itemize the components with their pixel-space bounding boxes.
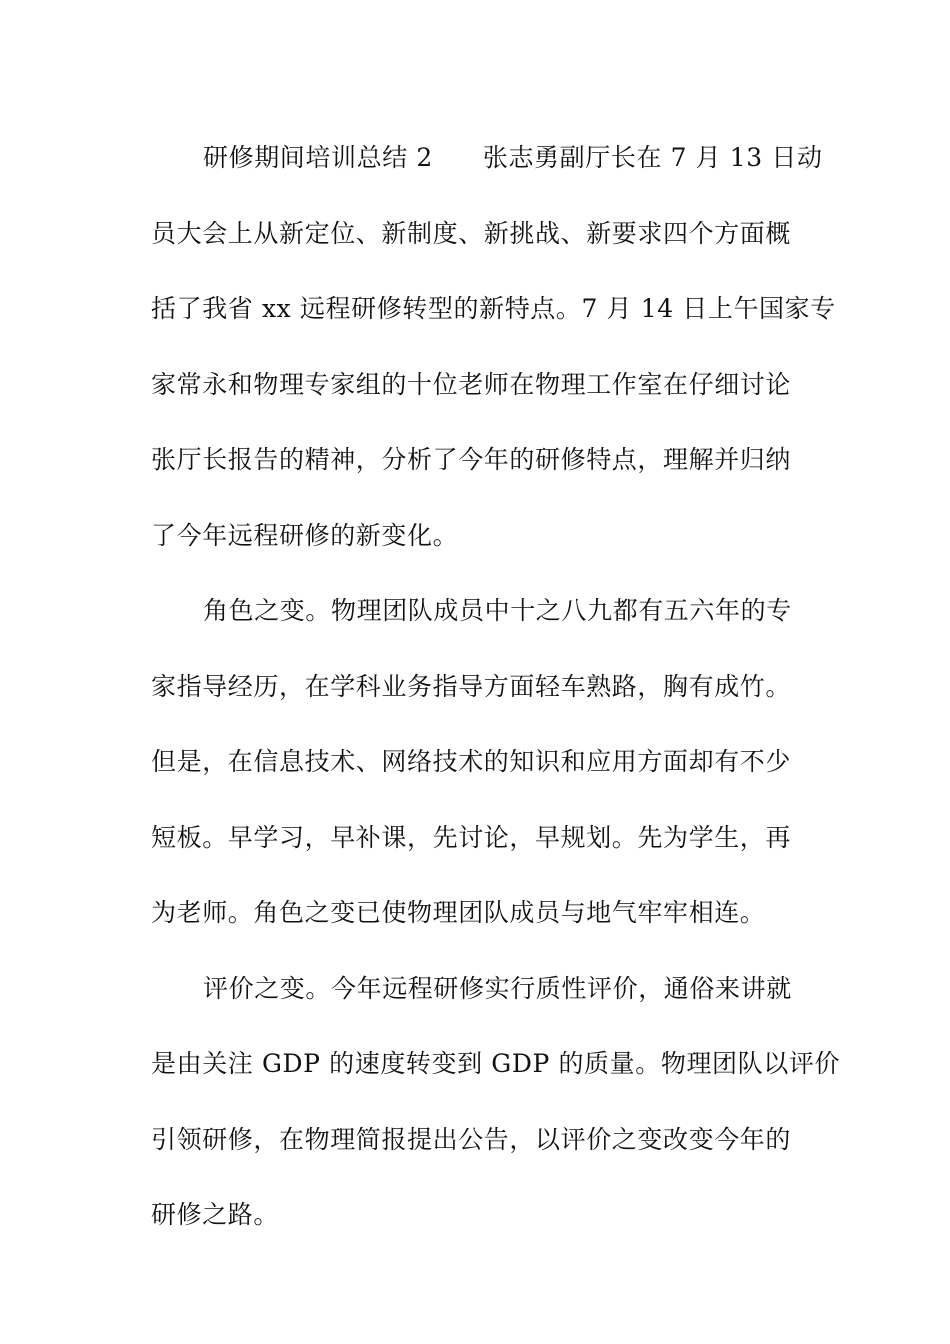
text-line: 为老师。角色之变已使物理团队成员与地气牢牢相连。 <box>151 898 766 927</box>
text-line: 括了我省 xx 远程研修转型的新特点。7 月 14 日上午国家专 <box>151 294 836 323</box>
text-line <box>151 120 823 196</box>
text-line: 员大会上从新定位、新制度、新挑战、新要求四个方面概 <box>151 218 792 248</box>
text-line: 家常永和物理专家组的十位老师在物理工作室在仔细讨论 <box>151 369 792 399</box>
text-line: 是由关注 GDP 的速度转变到 GDP 的质量。物理团队以评价 <box>151 1049 841 1078</box>
paragraph-summary-intro <box>151 120 836 573</box>
text-line: 了今年远程研修的新变化。 <box>151 520 459 550</box>
text-line: 短板。早学习，早补课，先讨论，早规划。先为学生，再 <box>151 822 792 852</box>
paragraph-evaluation-change <box>151 951 841 1253</box>
text-line: 研修之路。 <box>151 1200 280 1229</box>
text-line: 引领研修，在物理简报提出公告，以评价之变改变今年的 <box>151 1124 792 1154</box>
text-line: 评价之变。今年远程研修实行质性评价，通俗来讲就 <box>203 973 792 1003</box>
document-heading: 研修期间培训总结 2 <box>203 143 433 172</box>
text-line-tail: 张志勇副厅长在 7 月 13 日动 <box>482 143 823 172</box>
text-line: 角色之变。物理团队成员中十之八九都有五六年的专 <box>203 596 792 625</box>
text-line: 张厅长报告的精神，分析了今年的研修特点，理解并归纳 <box>151 445 792 474</box>
document-body <box>151 120 841 1253</box>
text-line: 但是，在信息技术、网络技术的知识和应用方面却有不少 <box>151 747 792 776</box>
paragraph-role-change <box>151 573 801 951</box>
text-line: 家指导经历，在学科业务指导方面轻车熟路，胸有成竹。 <box>151 671 792 701</box>
